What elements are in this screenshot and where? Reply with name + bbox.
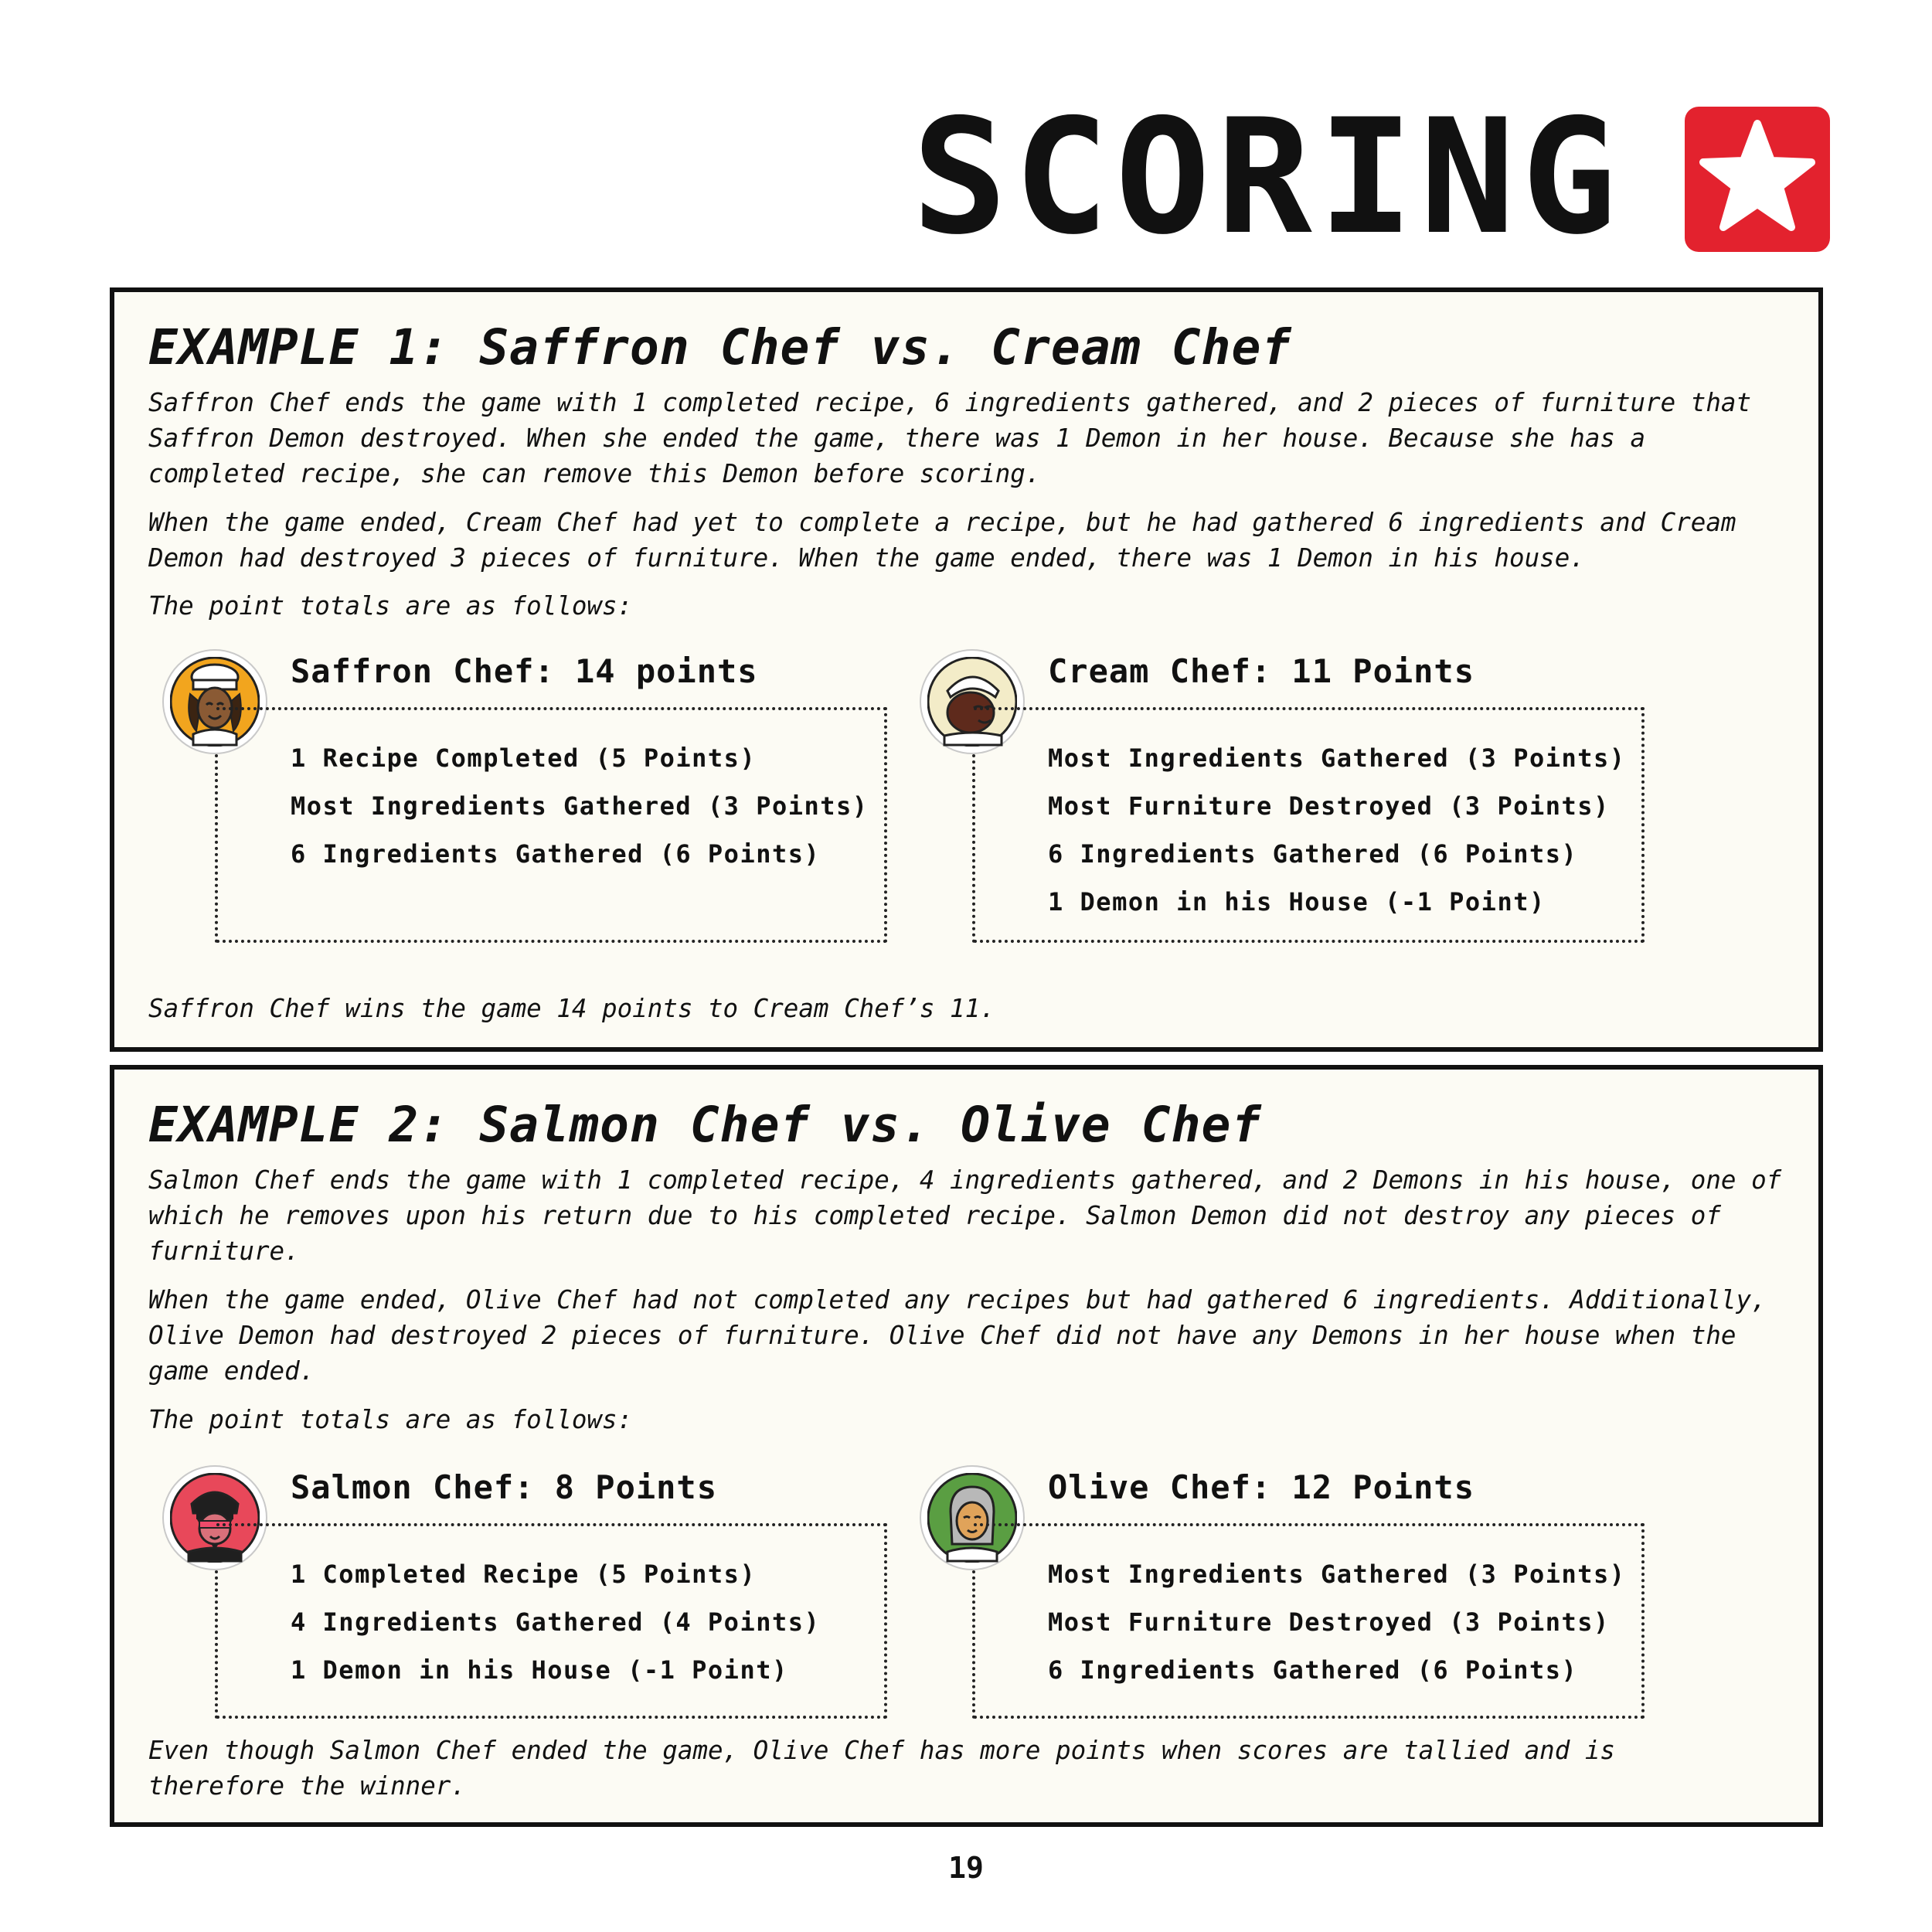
example-2-paragraph-2: When the game ended, Olive Chef had not completed any recipes but had gathered 6 ingredients. Additionally, Olive Demon had destroyed 2 pieces of furniture. Olive Chef did not have any Demons in her house when the game ended. [148, 1285, 1767, 1386]
example-1-paragraph-2: When the game ended, Cream Chef had yet to complete a recipe, but he had gathered 6 ingredients and Cream Demon had destroyed 3 pieces of furniture. When the game ended, there was 1 Demon in his house. [148, 508, 1736, 573]
salmon-chef-score-lines [291, 1550, 820, 1694]
score-line: Most Ingredients Gathered (3 Points) [1048, 1560, 1626, 1589]
saffron-chef-score-card [116, 649, 869, 974]
salmon-chef-score-title: Salmon Chef: 8 Points [291, 1468, 718, 1506]
score-line: Most Ingredients Gathered (3 Points) [1048, 743, 1626, 773]
star-badge [1685, 107, 1830, 252]
score-line: Most Furniture Destroyed (3 Points) [1048, 791, 1610, 821]
score-line: 1 Recipe Completed (5 Points) [291, 743, 757, 773]
saffron-chef-score-lines [291, 734, 869, 878]
example-1-paragraph-1: Saffron Chef ends the game with 1 completed recipe, 6 ingredients gathered, and 2 pieces of furniture that Saffron Demon destroyed. When she ended the game, there was 1 Demon in her house. Because she has a completed recipe, she can remove this Demon before scoring. [148, 388, 1752, 488]
example-1-panel [110, 287, 1823, 1052]
score-line: Most Ingredients Gathered (3 Points) [291, 791, 869, 821]
score-line: Most Furniture Destroyed (3 Points) [1048, 1607, 1610, 1637]
cream-chef-score-lines [1048, 734, 1626, 926]
example-2-conclusion: Even though Salmon Chef ended the game, Olive Chef has more points when scores are tallied and is therefore the winner. [148, 1736, 1615, 1801]
example-1-heading: EXAMPLE 1: Saffron Chef vs. Cream Chef [148, 319, 1292, 376]
saffron-chef-score-title: Saffron Chef: 14 points [291, 652, 758, 690]
example-2-paragraph-1: Salmon Chef ends the game with 1 completed recipe, 4 ingredients gathered, and 2 Demons in his house, one of which he removes upon his return due to his completed recipe. Salmon Demon did not destroy any pieces of furniture. [148, 1165, 1782, 1266]
score-line: 6 Ingredients Gathered (6 Points) [1048, 839, 1578, 869]
score-line: 6 Ingredients Gathered (6 Points) [291, 839, 821, 869]
score-line: 1 Completed Recipe (5 Points) [291, 1560, 757, 1589]
olive-chef-score-lines [1048, 1550, 1626, 1694]
star-icon [1685, 107, 1830, 252]
example-2-paragraph-3: The point totals are as follows: [148, 1405, 633, 1434]
score-line: 1 Demon in his House (-1 Point) [1048, 887, 1546, 917]
example-1-paragraph-3: The point totals are as follows: [148, 591, 633, 621]
example-2-panel [110, 1065, 1823, 1827]
score-line: 4 Ingredients Gathered (4 Points) [291, 1607, 821, 1637]
example-2-heading: EXAMPLE 2: Salmon Chef vs. Olive Chef [148, 1097, 1262, 1153]
olive-chef-score-title: Olive Chef: 12 Points [1048, 1468, 1475, 1506]
example-1-conclusion: Saffron Chef wins the game 14 points to Cream Chef’s 11. [148, 994, 995, 1023]
score-line: 1 Demon in his House (-1 Point) [291, 1655, 788, 1685]
score-line: 6 Ingredients Gathered (6 Points) [1048, 1655, 1578, 1685]
page-number: 19 [948, 1851, 984, 1885]
page-title: SCORING [912, 86, 1623, 270]
cream-chef-score-card [873, 649, 1626, 974]
cream-chef-score-title: Cream Chef: 11 Points [1048, 652, 1475, 690]
